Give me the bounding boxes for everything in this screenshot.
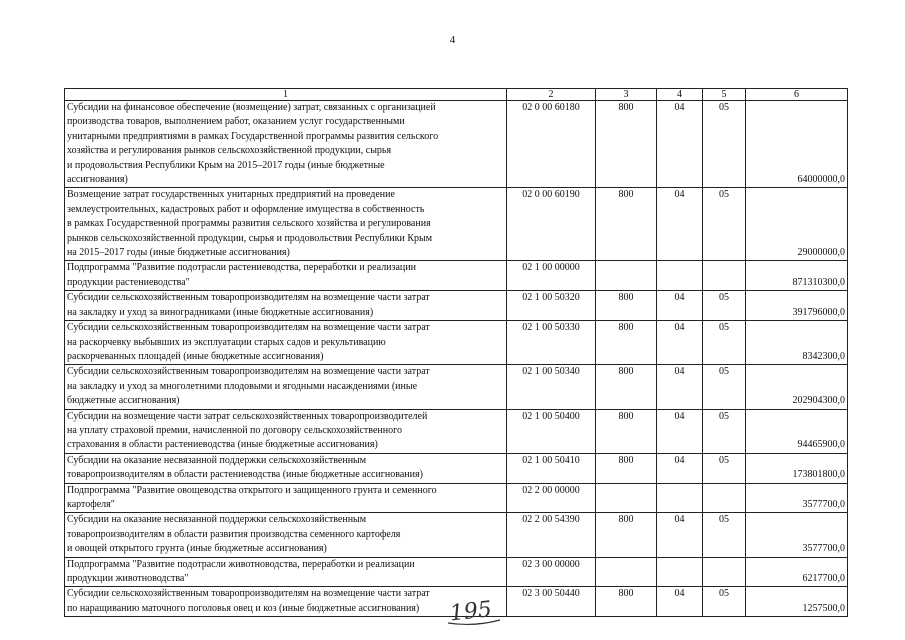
row-target-code-cell: 02 3 00 00000 <box>507 557 596 587</box>
row-amount-cell: 871310300,0 <box>746 261 848 291</box>
row-name-cell: Подпрограмма "Развитие овощеводства открытого и защищенного грунта и семенного картофеля" <box>65 483 507 513</box>
row-expense-type-cell <box>596 557 657 587</box>
row-target-code-cell: 02 3 00 50440 <box>507 587 596 617</box>
handwritten-number: 195 <box>448 597 494 627</box>
row-target-code-cell: 02 1 00 50410 <box>507 453 596 483</box>
row-expense-type-cell <box>596 261 657 291</box>
row-name-cell: Возмещение затрат государственных унитарных предприятий на проведение землеустроительных, кадастровых работ и оформление имущества в собственность в рамках Государственной программы развития сельского хозяйства и регулирования рынков сельскохозяйственной продукции, сырья и продовольствия Республики Крым на 2015–2017 годы (иные бюджетные ассигнования) <box>65 188 507 261</box>
row-section-cell <box>657 261 703 291</box>
table-row <box>65 483 848 513</box>
row-target-code-cell: 02 2 00 54390 <box>507 513 596 557</box>
row-name-cell: Субсидии на возмещение части затрат сельскохозяйственных товаропроизводителей на уплату страховой премии, начисленной по договору сельскохозяйственного страхования в области растениеводства (иные бюджетные ассигнования) <box>65 409 507 453</box>
row-name-cell: Субсидии на оказание несвязанной поддержки сельскохозяйственным товаропроизводителям в области растениеводства (иные бюджетные ассигнования) <box>65 453 507 483</box>
table-row <box>65 188 848 261</box>
table-row <box>65 101 848 188</box>
row-expense-type-cell: 800 <box>596 291 657 321</box>
row-section-cell: 04 <box>657 453 703 483</box>
row-amount-cell: 3577700,0 <box>746 483 848 513</box>
row-target-code-cell: 02 1 00 50330 <box>507 321 596 365</box>
row-subsection-cell: 05 <box>703 101 746 188</box>
header-cell-pr: 5 <box>703 89 746 101</box>
row-subsection-cell: 05 <box>703 513 746 557</box>
row-amount-cell: 8342300,0 <box>746 321 848 365</box>
row-expense-type-cell: 800 <box>596 409 657 453</box>
row-amount-cell: 202904300,0 <box>746 365 848 409</box>
table-row <box>65 557 848 587</box>
row-amount-cell: 391796000,0 <box>746 291 848 321</box>
row-amount-cell: 64000000,0 <box>746 101 848 188</box>
table-row <box>65 321 848 365</box>
table-row <box>65 409 848 453</box>
handwritten-page-mark <box>446 596 502 630</box>
row-section-cell <box>657 557 703 587</box>
row-section-cell: 04 <box>657 365 703 409</box>
header-row <box>65 89 848 101</box>
row-expense-type-cell: 800 <box>596 101 657 188</box>
row-expense-type-cell: 800 <box>596 321 657 365</box>
page-number: 4 <box>449 34 456 46</box>
row-target-code-cell: 02 0 00 60190 <box>507 188 596 261</box>
row-name-cell: Субсидии сельскохозяйственным товаропроизводителям на возмещение части затрат на закладку и уход за виноградниками (иные бюджетные ассигнования) <box>65 291 507 321</box>
row-expense-type-cell: 800 <box>596 188 657 261</box>
row-subsection-cell: 05 <box>703 291 746 321</box>
row-subsection-cell: 05 <box>703 587 746 617</box>
row-section-cell: 04 <box>657 101 703 188</box>
row-target-code-cell: 02 1 00 00000 <box>507 261 596 291</box>
row-section-cell: 04 <box>657 321 703 365</box>
row-target-code-cell: 02 1 00 50400 <box>507 409 596 453</box>
row-target-code-cell: 02 2 00 00000 <box>507 483 596 513</box>
budget-table <box>64 88 848 617</box>
row-subsection-cell <box>703 557 746 587</box>
row-target-code-cell: 02 1 00 50340 <box>507 365 596 409</box>
row-section-cell <box>657 483 703 513</box>
row-subsection-cell: 05 <box>703 409 746 453</box>
row-section-cell: 04 <box>657 291 703 321</box>
budget-table-body <box>65 89 848 617</box>
row-section-cell: 04 <box>657 513 703 557</box>
row-subsection-cell: 05 <box>703 188 746 261</box>
row-subsection-cell <box>703 483 746 513</box>
header-cell-amount: 6 <box>746 89 848 101</box>
row-section-cell: 04 <box>657 587 703 617</box>
row-name-cell: Подпрограмма "Развитие подотрасли растениеводства, переработки и реализации продукции растениеводства" <box>65 261 507 291</box>
table-row <box>65 365 848 409</box>
row-amount-cell: 94465900,0 <box>746 409 848 453</box>
row-name-cell: Подпрограмма "Развитие подотрасли животноводства, переработки и реализации продукции животноводства" <box>65 557 507 587</box>
row-amount-cell: 3577700,0 <box>746 513 848 557</box>
row-subsection-cell: 05 <box>703 453 746 483</box>
header-cell-rz: 4 <box>657 89 703 101</box>
row-name-cell: Субсидии сельскохозяйственным товаропроизводителям на возмещение части затрат на закладку и уход за многолетними плодовыми и ягодными насаждениями (иные бюджетные ассигнования) <box>65 365 507 409</box>
row-name-cell: Субсидии на оказание несвязанной поддержки сельскохозяйственным товаропроизводителям в области развития производства семенного картофеля и овощей открытого грунта (иные бюджетные ассигнования) <box>65 513 507 557</box>
row-subsection-cell: 05 <box>703 365 746 409</box>
row-target-code-cell: 02 0 00 60180 <box>507 101 596 188</box>
row-expense-type-cell: 800 <box>596 453 657 483</box>
table-row <box>65 513 848 557</box>
table-row <box>65 291 848 321</box>
row-name-cell: Субсидии сельскохозяйственным товаропроизводителям на возмещение части затрат по наращиванию маточного поголовья овец и коз (иные бюджетные ассигнования) <box>65 587 507 617</box>
row-subsection-cell <box>703 261 746 291</box>
row-expense-type-cell: 800 <box>596 513 657 557</box>
header-cell-csr: 2 <box>507 89 596 101</box>
row-expense-type-cell <box>596 483 657 513</box>
table-row <box>65 261 848 291</box>
row-amount-cell: 1257500,0 <box>746 587 848 617</box>
row-amount-cell: 173801800,0 <box>746 453 848 483</box>
row-amount-cell: 29000000,0 <box>746 188 848 261</box>
header-cell-vr: 3 <box>596 89 657 101</box>
row-amount-cell: 6217700,0 <box>746 557 848 587</box>
row-name-cell: Субсидии сельскохозяйственным товаропроизводителям на возмещение части затрат на раскорчевку выбывших из эксплуатации старых садов и рекультивацию раскорчеванных площадей (иные бюджетные ассигнования) <box>65 321 507 365</box>
table-row <box>65 453 848 483</box>
row-section-cell: 04 <box>657 409 703 453</box>
row-name-cell: Субсидии на финансовое обеспечение (возмещение) затрат, связанных с организацией производства товаров, выполнением работ, оказанием услуг государственными унитарными предприятиями в рамках Государственной программы развития сельского хозяйства и регулирования рынков сельскохозяйственной продукции, сырья и продовольствия Республики Крым на 2015–2017 годы (иные бюджетные ассигнования) <box>65 101 507 188</box>
header-cell-name: 1 <box>65 89 507 101</box>
row-target-code-cell: 02 1 00 50320 <box>507 291 596 321</box>
row-expense-type-cell: 800 <box>596 365 657 409</box>
row-expense-type-cell: 800 <box>596 587 657 617</box>
row-section-cell: 04 <box>657 188 703 261</box>
row-subsection-cell: 05 <box>703 321 746 365</box>
